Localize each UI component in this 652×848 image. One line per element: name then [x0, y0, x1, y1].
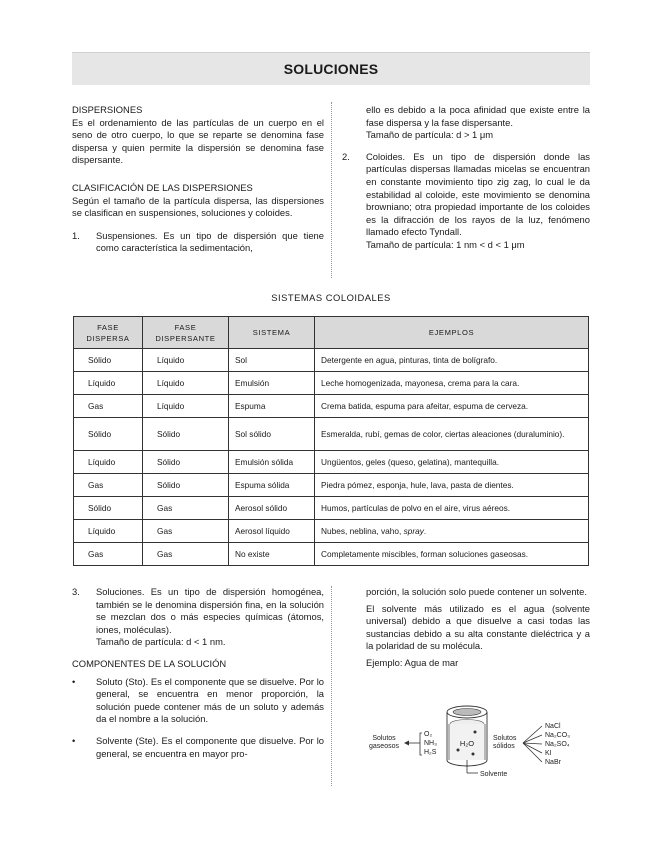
table-cell: Emulsión sólida — [229, 451, 315, 474]
table-cell: Completamente miscibles, forman soluciones gaseosas. — [315, 543, 589, 566]
particle-size: Tamaño de partícula: d > 1 μm — [366, 129, 494, 141]
table-cell — [315, 520, 589, 543]
cell-italic-text: spray — [403, 525, 424, 536]
page-title: SOLUCIONES — [283, 61, 379, 77]
table-cell: Líquido — [143, 372, 229, 395]
cell-text-end: . — [423, 525, 427, 536]
clasificacion-paragraph: Según el tamaño de la partícula dispersa, las dispersiones se clasifican en suspensiones, soluciones y coloides. — [72, 194, 324, 219]
ejemplo-label: Ejemplo: Agua de mar — [366, 656, 459, 668]
table-cell: Sólido — [143, 474, 229, 497]
table-cell: No existe — [229, 543, 315, 566]
list-number: 1. — [72, 229, 80, 241]
table-row — [74, 474, 589, 497]
table-cell: Aerosol líquido — [229, 520, 315, 543]
dispersiones-heading: DISPERSIONES — [72, 104, 143, 115]
colloid-systems-table — [73, 316, 589, 566]
arrow-head-icon — [404, 741, 409, 746]
list-item-text: Coloides. Es un tipo de dispersión donde las partículas dispersas llamadas micelas se encuentran en constante movimiento tipo zig zag, lo cual le da estabilidad al coloide, este movimiento se denomina browniano; otra propiedad importante de los coloides es la difracción de los rayos de la luz, fenómeno llamado efecto Tyndall. — [366, 150, 590, 238]
solid-formula: NaBr — [545, 759, 561, 766]
table-cell: Espuma sólida — [229, 474, 315, 497]
table-cell: Líquido — [74, 372, 143, 395]
gas-formula: NH₃ — [424, 740, 437, 747]
list-item-text: Suspensiones. Es un tipo de dispersión que tiene como característica la sedimentación, — [96, 229, 324, 254]
solutos-gaseosos-label: Solutos — [372, 735, 396, 742]
table-cell: Líquido — [74, 520, 143, 543]
table-cell: Sólido — [143, 418, 229, 451]
table-row — [74, 497, 589, 520]
left-column-bottom — [72, 586, 324, 760]
table-cell: Sol — [229, 349, 315, 372]
table-header-row — [74, 317, 589, 349]
list-item-suspensiones-cont — [342, 104, 590, 142]
arrow-line — [523, 743, 542, 753]
table-cell: Líquido — [143, 349, 229, 372]
list-item-text: Soluciones. Es un tipo de dispersión homogénea, también se le denomina dispersión fina, en la solución se mezclan dos o más especies químicas (átomos, iones, moléculas). — [96, 586, 324, 635]
table-row — [74, 372, 589, 395]
solution-diagram — [360, 702, 592, 784]
bullet-item-soluto — [72, 676, 324, 726]
arrow-line — [523, 726, 542, 743]
solid-formula: Na₂CO₃ — [545, 732, 571, 739]
table-cell: Gas — [74, 543, 143, 566]
list-number: 3. — [72, 586, 80, 597]
table-row — [74, 520, 589, 543]
table-cell: Aerosol sólido — [229, 497, 315, 520]
table-cell: Crema batida, espuma para afeitar, espuma de cerveza. — [315, 395, 589, 418]
list-item-text: ello es debido a la poca afinidad que existe entre la fase dispersa y la fase dispersante. — [366, 104, 590, 128]
table-cell: Gas — [143, 497, 229, 520]
arrow-line — [523, 743, 542, 762]
bullet-icon: • — [72, 734, 76, 746]
h2o-label: H₂O — [459, 739, 475, 748]
solid-formula: NaCl — [545, 723, 561, 730]
left-column-top — [72, 104, 324, 255]
column-divider-bottom — [331, 586, 332, 786]
solutos-solidos-label: sólidos — [493, 743, 515, 750]
table-cell: Gas — [74, 395, 143, 418]
list-item-coloides — [342, 151, 590, 252]
bullet-text: Solvente (Ste). Es el componente que disuelve. Por lo general, se encuentra en mayor pro- — [96, 734, 324, 759]
dispersiones-paragraph: Es el ordenamiento de las partículas de un cuerpo en el seno de otro cuerpo, lo que se reparte se denomina fase dispersa y quien permite la dispersión se denomina fase dispersante. — [72, 116, 324, 166]
bullet-icon: • — [72, 675, 76, 687]
table-cell: Esmeralda, rubí, gemas de color, ciertas aleaciones (duraluminio). — [315, 418, 589, 451]
table-cell: Líquido — [74, 451, 143, 474]
componentes-heading: COMPONENTES DE LA SOLUCIÓN — [72, 657, 227, 669]
column-divider-top — [331, 102, 332, 278]
bullet-item-solvente — [72, 735, 324, 760]
solvente-continuation: porción, la solución solo puede contener un solvente. — [366, 586, 587, 597]
table-title: SISTEMAS COLOIDALES — [271, 292, 391, 303]
solutos-gaseosos-label: gaseosos — [369, 743, 399, 750]
table-row — [74, 349, 589, 372]
arrow-line — [523, 743, 542, 744]
table-row — [74, 418, 589, 451]
table-cell: Espuma — [229, 395, 315, 418]
table-cell: Humos, partículas de polvo en el aire, virus aéreos. — [315, 497, 589, 520]
table-cell: Líquido — [143, 395, 229, 418]
table-cell: Emulsión — [229, 372, 315, 395]
brace-icon — [420, 733, 422, 755]
clasificacion-heading: CLASIFICACIÓN DE LAS DISPERSIONES — [72, 181, 253, 193]
table-cell: Piedra pómez, esponja, hule, lava, pasta de dientes. — [315, 474, 589, 497]
gas-formula: O₂ — [424, 731, 433, 738]
column-header: FASE DISPERSA — [74, 317, 143, 349]
title-bar — [72, 52, 590, 85]
table-row — [74, 451, 589, 474]
particle-size: Tamaño de partícula: d < 1 nm. — [96, 636, 226, 648]
bullet-text: Soluto (Sto). Es el componente que se disuelve. Por lo general, se encuentra en menor proporción, la solución puede contener más de un soluto y además da el nombre a la solución. — [96, 675, 324, 725]
table-cell: Sólido — [74, 349, 143, 372]
list-item-soluciones — [72, 586, 324, 649]
table-cell: Detergente en agua, pinturas, tinta de bolígrafo. — [315, 349, 589, 372]
table-cell: Gas — [143, 543, 229, 566]
solid-formula: KI — [545, 750, 552, 757]
table-cell: Leche homogenizada, mayonesa, crema para la cara. — [315, 372, 589, 395]
table-row — [74, 543, 589, 566]
solutos-solidos-label: Solutos — [493, 735, 517, 742]
list-number: 2. — [342, 150, 350, 162]
table-cell: Sol sólido — [229, 418, 315, 451]
table-cell: Sólido — [74, 497, 143, 520]
beaker-icon — [447, 706, 487, 766]
right-column-bottom — [366, 586, 590, 670]
agua-paragraph: El solvente más utilizado es el agua (solvente universal) debido a que disuelve a casi todas las sustancias debido a su alta constante dieléctrica y a la polaridad de su molécula. — [366, 602, 590, 652]
column-header: EJEMPLOS — [315, 317, 589, 349]
solid-formula: Na₂SO₄ — [545, 741, 570, 748]
gas-formula: H₂S — [424, 749, 437, 756]
particle-size: Tamaño de partícula: 1 nm < d < 1 μm — [366, 238, 525, 250]
table-cell: Sólido — [74, 418, 143, 451]
arrow-line — [523, 735, 542, 743]
table-row — [74, 395, 589, 418]
column-header: SISTEMA — [229, 317, 315, 349]
table-cell: Sólido — [143, 451, 229, 474]
solvente-label: Solvente — [480, 771, 508, 778]
column-header: FASE DISPERSANTE — [143, 317, 229, 349]
list-item-suspensiones — [72, 230, 324, 255]
table-cell: Gas — [74, 474, 143, 497]
table-cell: Ungüentos, geles (queso, gelatina), mantequilla. — [315, 451, 589, 474]
right-column-top — [342, 104, 590, 252]
table-cell: Gas — [143, 520, 229, 543]
cell-text: Nubes, neblina, vaho, — [321, 525, 404, 536]
